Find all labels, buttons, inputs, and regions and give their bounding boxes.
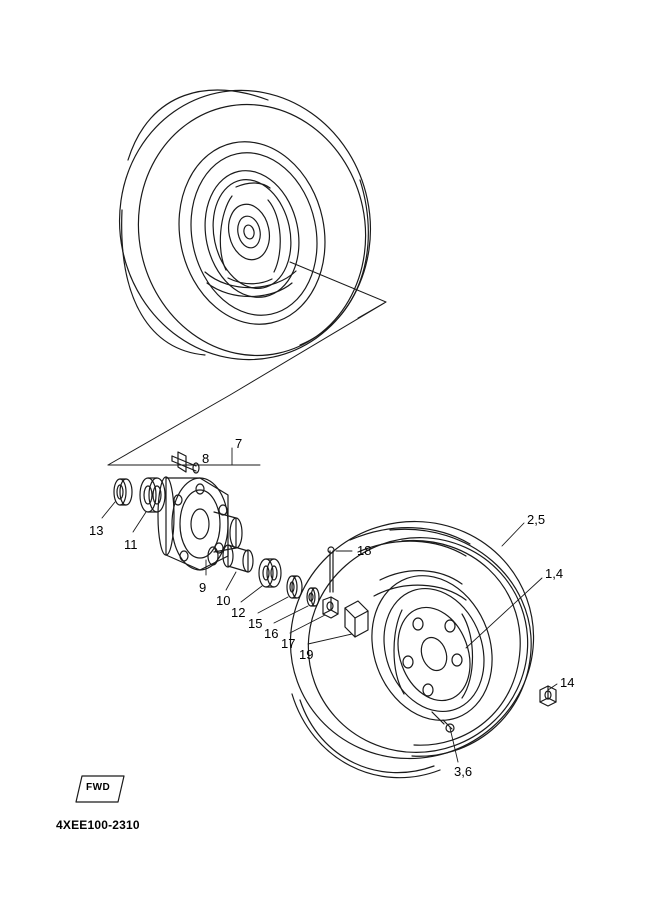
part-19-cap bbox=[345, 601, 368, 637]
callout-18: 18 bbox=[357, 543, 372, 558]
part-7-hub bbox=[158, 477, 242, 570]
part-15-washer bbox=[287, 576, 302, 598]
callout-13: 13 bbox=[89, 523, 104, 538]
part-8-stud bbox=[172, 452, 199, 473]
callout-14: 14 bbox=[560, 675, 575, 690]
callout-1-4: 1,4 bbox=[545, 566, 564, 581]
callout-3-6: 3,6 bbox=[454, 764, 473, 779]
part-12-bearing bbox=[259, 559, 281, 587]
callout-9: 9 bbox=[199, 580, 207, 595]
bottom-wheel-assembly bbox=[257, 487, 567, 792]
part-10-spacer bbox=[223, 545, 253, 572]
top-wheel-assembly bbox=[95, 67, 396, 383]
callout-11: 11 bbox=[124, 537, 138, 552]
callout-7: 7 bbox=[235, 436, 243, 451]
callout-15: 15 bbox=[248, 616, 263, 631]
callout-16: 16 bbox=[264, 626, 279, 641]
callout-leaders-hub bbox=[102, 448, 352, 644]
diagram-part-number: 4XEE100-2310 bbox=[56, 818, 140, 832]
callout-2-5: 2,5 bbox=[527, 512, 546, 527]
callout-8: 8 bbox=[202, 451, 210, 466]
part-13-seal bbox=[114, 479, 132, 505]
part-14-nut bbox=[540, 686, 556, 706]
callout-12: 12 bbox=[231, 605, 246, 620]
callout-10: 10 bbox=[216, 593, 231, 608]
fwd-label: FWD bbox=[86, 782, 111, 793]
fwd-badge bbox=[74, 772, 126, 806]
callout-19: 19 bbox=[299, 647, 314, 662]
callout-17: 17 bbox=[281, 636, 296, 651]
